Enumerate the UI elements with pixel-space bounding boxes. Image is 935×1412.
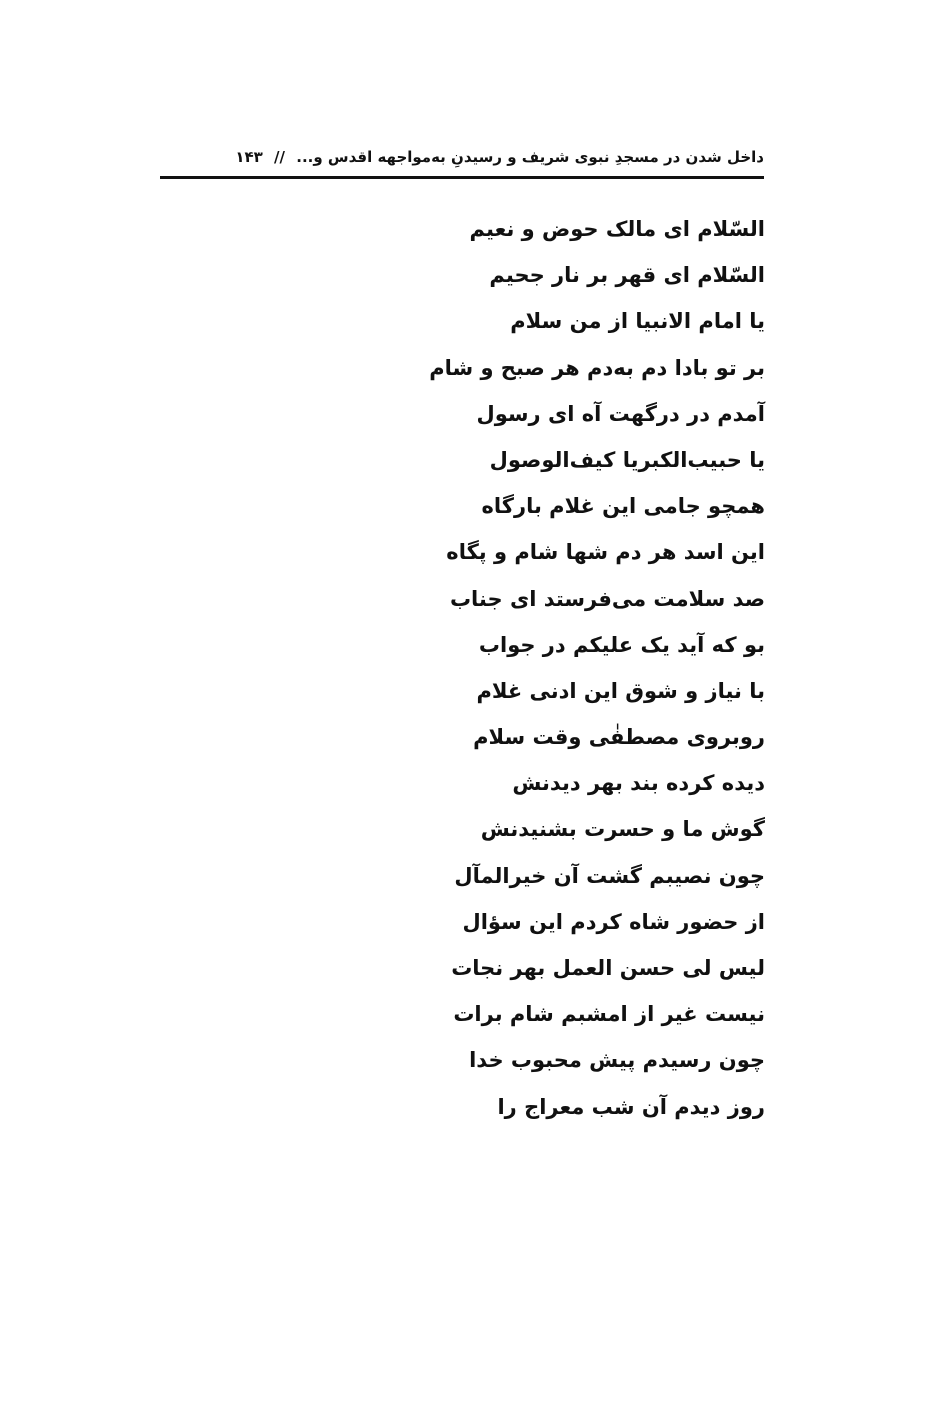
poem-line-8: این اسد هر دم شها شام و پگاه [446, 540, 765, 565]
poem [345, 206, 765, 1130]
poem-line-15: چون نصیبم گشت آن خیرالمآل [454, 863, 765, 888]
running-header [160, 142, 764, 172]
header-separator: // [274, 148, 286, 166]
poem-line-11: با نیاز و شوق این ادنی غلام [476, 678, 765, 703]
poem-line-2: السّلام ای قهر بر نار جحیم [489, 263, 765, 288]
poem-line-9: صد سلامت می‌فرستد ای جناب [449, 586, 765, 611]
poem-line-20: روز دیدم آن شب معراج را [497, 1094, 765, 1119]
poem-line-17: لیس لی حسن العمل بهر نجات [451, 956, 765, 980]
poem-line-7: همچو جامی این غلام بارگاه [481, 494, 765, 519]
poem-line-16: از حضور شاه کردم این سؤال [462, 909, 765, 934]
page-number: ۱۴۳ [235, 148, 263, 166]
poem-line-10: بو که آید یک علیکم در جواب [478, 632, 765, 657]
poem-line-18: نیست غیر از امشبم شام برات [453, 1002, 765, 1027]
poem-line-6: یا حبیب‌الکبریا کیف‌الوصول [489, 447, 765, 472]
poem-line-3: یا امام الانبیا از من سلام [510, 309, 765, 334]
poem-line-12: روبروی مصطفٰی وقت سلام [473, 725, 765, 750]
poem-line-14: گوش ما و حسرت بشنیدنش [480, 817, 765, 842]
poem-line-1: السّلام ای مالک حوض و نعیم [469, 217, 765, 241]
header-rule [160, 176, 764, 179]
poem-line-13: دیده کرده بند بهر دیدنش [512, 771, 765, 796]
poem-line-4: بر تو بادا دم به‌دم هر صبح و شام [429, 355, 765, 380]
poem-line-5: آمدم در درگهت آه ای رسول [476, 401, 765, 426]
header-title: داخل شدن در مسجدِ نبوی شریف و رسیدنِ به‌مواجهه اقدس و... [296, 148, 764, 166]
poem-line-19: چون رسیدم پیش محبوب خدا [469, 1048, 765, 1073]
